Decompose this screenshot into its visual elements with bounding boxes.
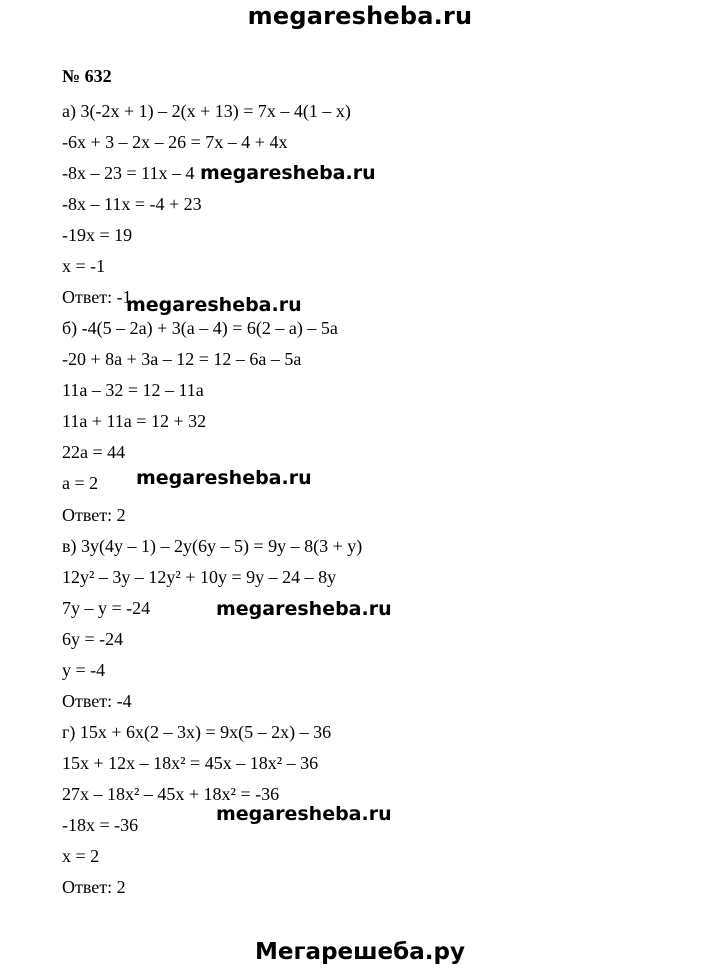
watermark: megaresheba.ru: [216, 803, 392, 825]
part-a-statement: а) 3(-2x + 1) – 2(x + 13) = 7x – 4(1 – x): [62, 101, 351, 121]
part-a-step-4: -19x = 19: [62, 225, 133, 245]
part-b-answer: Ответ: 2: [62, 505, 126, 525]
problem-number: № 632: [62, 66, 112, 86]
part-v-answer: Ответ: -4: [62, 691, 132, 711]
part-v-step-4: y = -4: [62, 660, 106, 680]
part-g-answer: Ответ: 2: [62, 877, 126, 897]
part-v-statement: в) 3y(4y – 1) – 2y(6y – 5) = 9y – 8(3 + y): [62, 536, 363, 556]
part-g-step-3: -18x = -36: [62, 815, 139, 835]
watermark: megaresheba.ru: [200, 162, 376, 184]
part-g-step-2: 27x – 18x² – 45x + 18x² = -36: [62, 784, 280, 804]
watermark: megaresheba.ru: [216, 598, 392, 620]
part-a-step-3: -8x – 11x = -4 + 23: [62, 194, 202, 214]
part-a-step-1: -6x + 3 – 2x – 26 = 7x – 4 + 4x: [62, 132, 288, 152]
part-b-step-4: 22a = 44: [62, 442, 126, 462]
part-b-step-5: a = 2: [62, 473, 99, 493]
part-v-step-2: 7y – y = -24: [62, 598, 151, 618]
part-v-step-3: 6y = -24: [62, 629, 124, 649]
watermark: megaresheba.ru: [136, 467, 312, 489]
part-a-step-2: -8x – 23 = 11x – 4: [62, 163, 195, 183]
part-g-statement: г) 15x + 6x(2 – 3x) = 9x(5 – 2x) – 36: [62, 722, 332, 742]
part-a-answer: Ответ: -1: [62, 287, 132, 307]
part-g-step-4: x = 2: [62, 846, 100, 866]
part-b-step-2: 11a – 32 = 12 – 11a: [62, 380, 204, 400]
part-b-statement: б) -4(5 – 2a) + 3(a – 4) = 6(2 – a) – 5a: [62, 318, 338, 338]
part-b-step-3: 11a + 11a = 12 + 32: [62, 411, 207, 431]
part-a-step-5: x = -1: [62, 256, 106, 276]
part-g-step-1: 15x + 12x – 18x² = 45x – 18x² – 36: [62, 753, 319, 773]
site-header[interactable]: megaresheba.ru: [247, 2, 473, 30]
part-v-step-1: 12y² – 3y – 12y² + 10y = 9y – 24 – 8y: [62, 567, 337, 587]
watermark: megaresheba.ru: [126, 294, 302, 316]
part-b-step-1: -20 + 8a + 3a – 12 = 12 – 6a – 5a: [62, 349, 302, 369]
site-footer[interactable]: Мегарешеба.ру: [255, 939, 465, 965]
